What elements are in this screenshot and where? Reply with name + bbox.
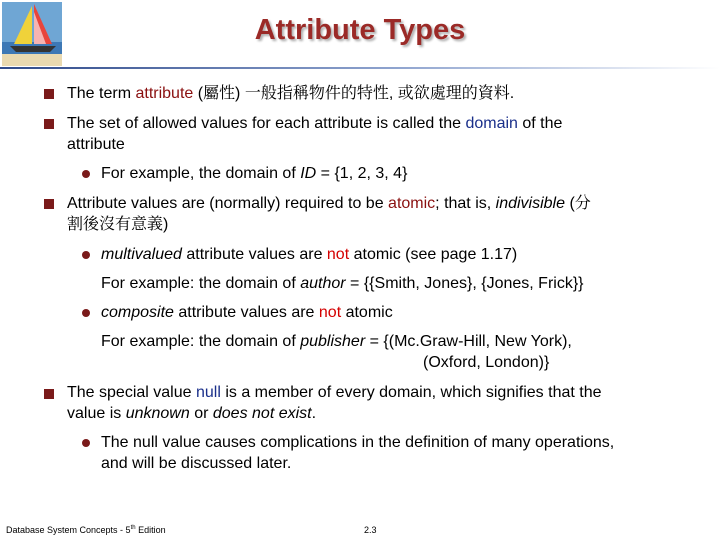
text: or — [189, 405, 213, 422]
text: publisher — [300, 333, 366, 350]
sub-null-complications-line1: The null value causes complications in the definition of many operations, — [101, 434, 615, 451]
keyword-not: not — [326, 246, 350, 263]
text: The set of allowed values for each attribute is called the — [67, 115, 466, 132]
keyword-null: null — [195, 384, 221, 401]
square-bullet-icon — [44, 389, 54, 399]
bullet-atomic-line2: 割後沒有意義) — [67, 216, 169, 233]
text: of the — [517, 115, 563, 132]
sub-null-complications-line2: and will be discussed later. — [101, 455, 292, 472]
text: Database System Concepts - 5 — [6, 525, 131, 535]
text: atomic (see page 1.17) — [349, 246, 518, 263]
sub-composite — [101, 303, 393, 323]
round-bullet-icon — [82, 309, 90, 317]
text: attribute values are — [181, 246, 327, 263]
text: For example: the domain of — [101, 333, 301, 350]
text: attribute values are — [173, 304, 319, 321]
text: (屬性) 一般指稱物件的特性, 或欲處理的資料. — [193, 85, 515, 102]
text: indivisible — [495, 195, 566, 212]
text: = {1, 2, 3, 4} — [316, 165, 408, 182]
text: is a member of every domain, which signifies that the — [220, 384, 602, 401]
round-bullet-icon — [82, 170, 90, 178]
example-author-domain — [101, 274, 584, 294]
text: value is — [67, 405, 126, 422]
text: unknown — [125, 405, 190, 422]
text: = {{Smith, Jones}, {Jones, Frick}} — [345, 275, 584, 292]
example-publisher-domain-line2: (Oxford, London)} — [423, 354, 550, 371]
text: th — [130, 525, 136, 531]
text: . — [311, 405, 317, 422]
text: (分 — [565, 195, 591, 212]
round-bullet-icon — [82, 251, 90, 259]
sub-example-id-domain — [101, 164, 407, 184]
bullet-null-line1 — [67, 383, 602, 403]
text: ID — [300, 165, 317, 182]
footer-page-number: 2.3 — [364, 525, 377, 535]
text: atomic — [341, 304, 393, 321]
keyword-not: not — [318, 304, 342, 321]
text: composite — [101, 304, 174, 321]
page-title: Attribute Types — [254, 14, 466, 46]
footer-book-title — [6, 525, 166, 535]
text: For example: the domain of — [101, 275, 301, 292]
text: Attribute values are (normally) required to be — [67, 195, 389, 212]
keyword-atomic: atomic — [388, 195, 436, 212]
round-bullet-icon — [82, 439, 90, 447]
bullet-domain-line2: attribute — [67, 136, 125, 153]
bullet-atomic-line1 — [67, 194, 591, 214]
square-bullet-icon — [44, 89, 54, 99]
text: = {(Mc.Graw-Hill, New York), — [365, 333, 572, 350]
text: Edition — [135, 525, 166, 535]
text: The term — [67, 85, 136, 102]
bullet-attribute-definition — [67, 84, 514, 104]
square-bullet-icon — [44, 199, 54, 209]
example-publisher-domain — [101, 332, 572, 352]
text: For example, the domain of — [101, 165, 301, 182]
sub-multivalued — [101, 245, 517, 265]
bullet-domain-line1 — [67, 114, 562, 134]
text: ; that is, — [435, 195, 496, 212]
text: author — [300, 275, 346, 292]
text: does not exist — [212, 405, 312, 422]
keyword-attribute: attribute — [135, 85, 194, 102]
text: multivalued — [101, 246, 182, 263]
bullet-null-line2 — [67, 404, 316, 424]
title-divider — [0, 67, 720, 69]
keyword-domain: domain — [465, 115, 518, 132]
square-bullet-icon — [44, 119, 54, 129]
text: The special value — [67, 384, 196, 401]
